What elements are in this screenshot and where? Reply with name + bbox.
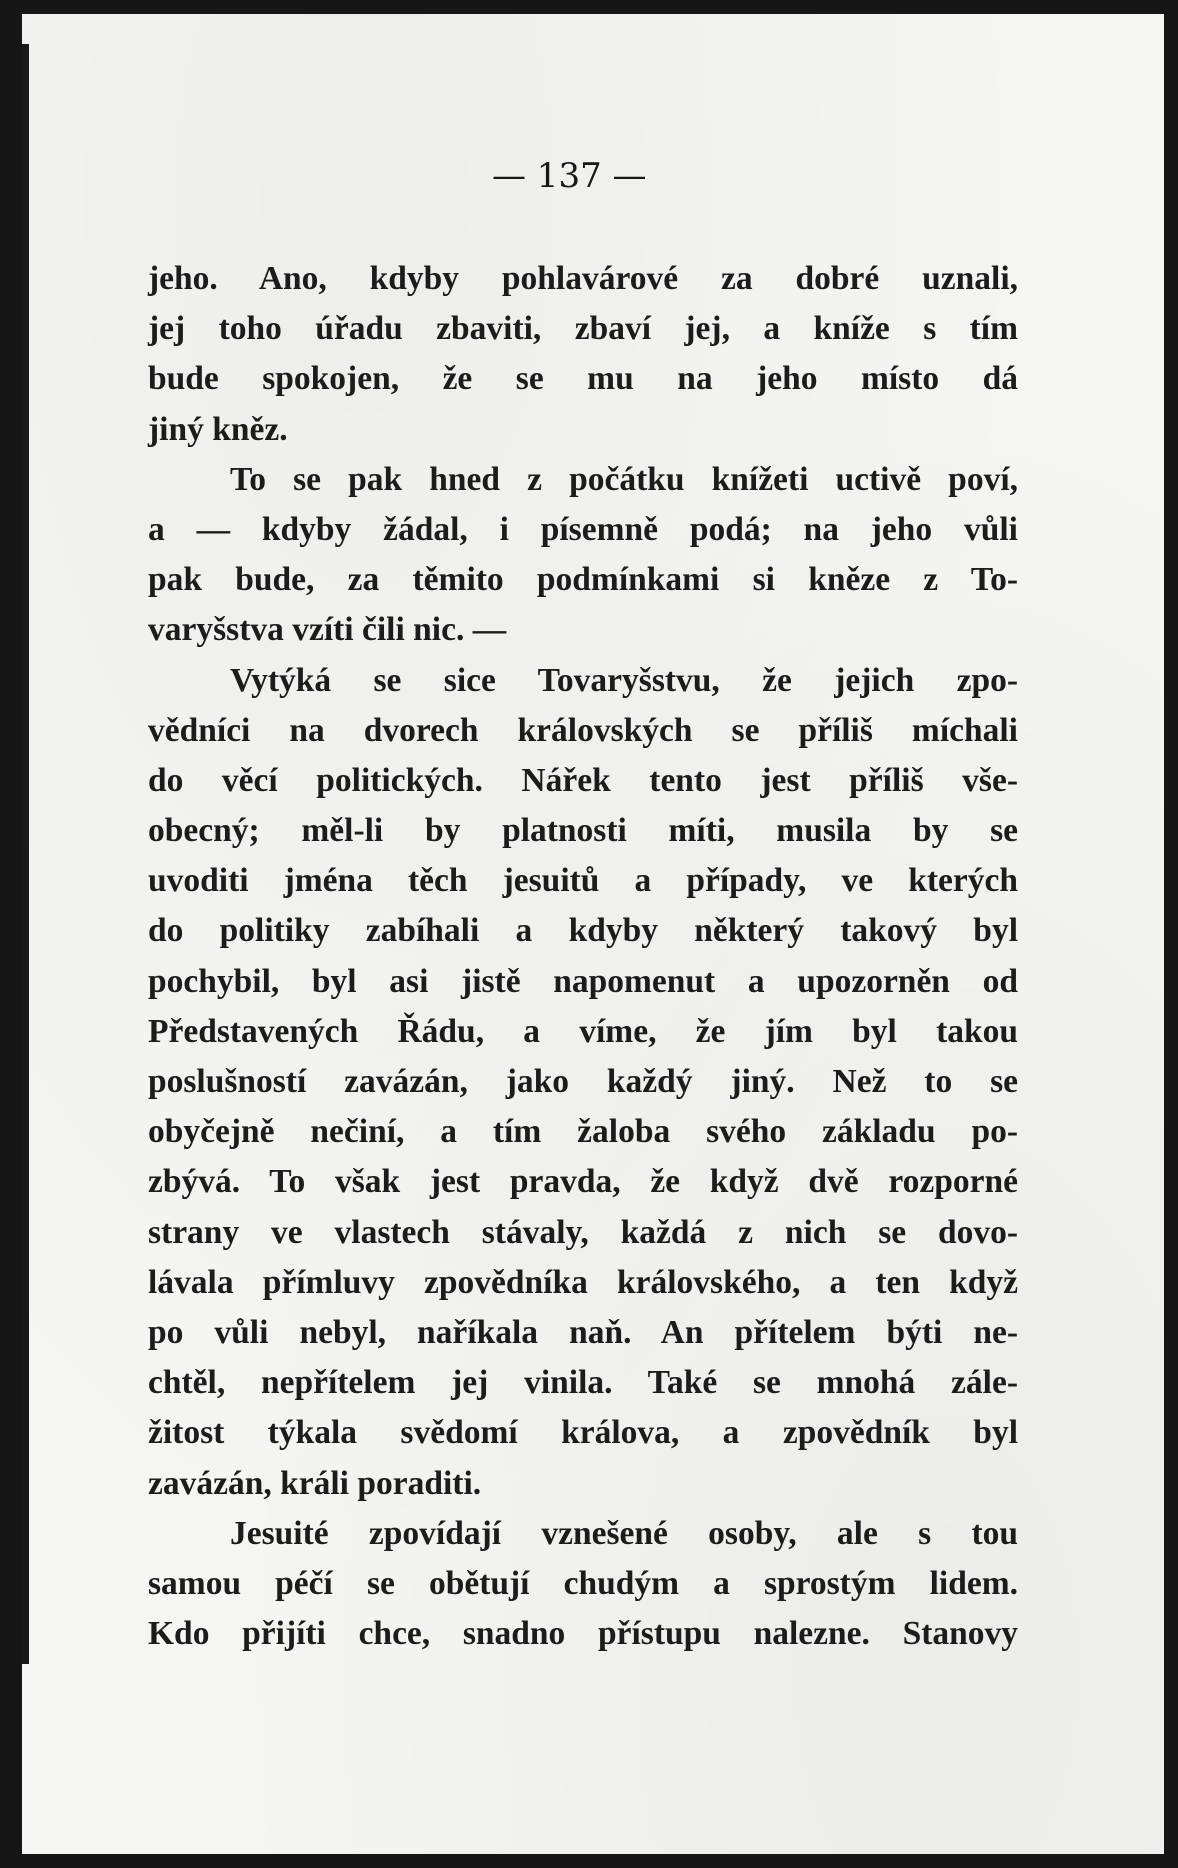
text-line: jeho. Ano, kdyby pohlavárové za dobré uznali, bbox=[148, 260, 1018, 297]
text-line: do politiky zabíhali a kdyby některý takový byl bbox=[148, 912, 1018, 950]
text-line: obyčejně nečiní, a tím žaloba svého základu po- bbox=[148, 1113, 1018, 1151]
text-line: Představených Řádu, a víme, že jím byl takou bbox=[148, 1012, 1018, 1050]
body-text bbox=[148, 254, 1018, 1659]
text-line: žitost týkala svědomí králova, a zpovědník byl bbox=[148, 1414, 1018, 1452]
text-line: jej toho úřadu zbaviti, zbaví jej, a kníže s tím bbox=[148, 310, 1018, 348]
text-line: lávala přímluvy zpovědníka královského, a ten když bbox=[148, 1263, 1018, 1301]
book-page bbox=[22, 14, 1164, 1854]
text-line: a — kdyby žádal, i písemně podá; na jeho vůli bbox=[148, 510, 1018, 548]
text-line: Kdo přijíti chce, snadno přístupu nalezne. Stanovy bbox=[148, 1615, 1018, 1653]
text-line: zbývá. To však jest pravda, že když dvě rozporné bbox=[148, 1163, 1018, 1201]
text-line: po vůli nebyl, naříkala naň. An přítelem býti ne- bbox=[148, 1313, 1018, 1351]
text-line: do věcí politických. Nářek tento jest příliš vše- bbox=[148, 761, 1018, 799]
text-line: uvoditi jména těch jesuitů a případy, ve kterých bbox=[148, 862, 1018, 900]
text-line: zavázán, králi poraditi. bbox=[148, 1464, 482, 1502]
text-line: samou péčí se obětují chudým a sprostým lidem. bbox=[148, 1564, 1018, 1602]
text-line: pak bude, za těmito podmínkami si kněze z To- bbox=[148, 561, 1018, 599]
text-line: jiný kněz. bbox=[148, 410, 288, 448]
text-line: bude spokojen, že se mu na jeho místo dá bbox=[148, 360, 1018, 398]
text-line: varyšstva vzíti čili nic. — bbox=[148, 611, 507, 649]
text-line: obecný; měl-li by platnosti míti, musila by se bbox=[148, 812, 1018, 850]
text-line: poslušností zavázán, jako každý jiný. Než to se bbox=[148, 1063, 1018, 1100]
text-line: Vytýká se sice Tovaryšstvu, že jejich zpo- bbox=[230, 661, 1018, 699]
text-line: pochybil, byl asi jistě napomenut a upozorněn od bbox=[148, 962, 1018, 1000]
text-line: To se pak hned z počátku knížeti uctivě poví, bbox=[230, 460, 1018, 498]
page-number: — 137 — bbox=[492, 156, 647, 196]
binding-edge bbox=[22, 44, 29, 1664]
text-line: strany ve vlastech stávaly, každá z nich se dovo- bbox=[148, 1213, 1018, 1251]
text-line: chtěl, nepřítelem jej vinila. Také se mnohá zále- bbox=[148, 1364, 1018, 1402]
text-line: vědníci na dvorech královských se příliš míchali bbox=[148, 711, 1018, 749]
text-line: Jesuité zpovídají vznešené osoby, ale s tou bbox=[230, 1514, 1018, 1552]
